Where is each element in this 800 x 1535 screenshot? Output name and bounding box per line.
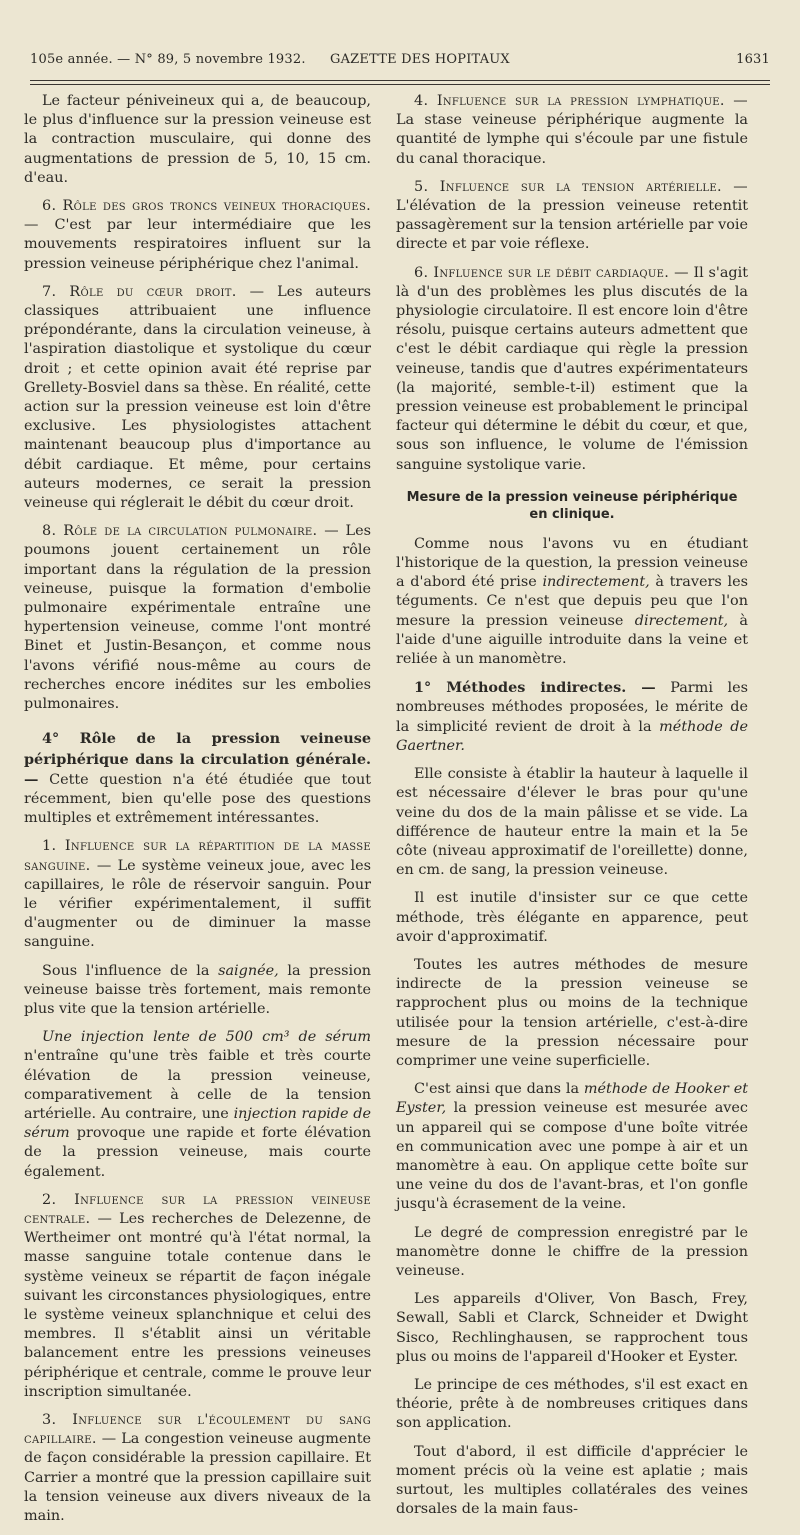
heading-influence-6: 6. Influence sur le débit cardiaque. — — [414, 264, 689, 281]
heading-influence-4: 4. Influence sur la pression lymphatique. — — [414, 93, 748, 109]
page-header — [30, 52, 770, 74]
page-number: 1631 — [736, 52, 770, 67]
heading-influence-2: 2. Influence sur la pression veineuse centrale. — [24, 1191, 371, 1227]
paragraph-injection: Une injection lente de 500 cm³ de sérum n'entraîne qu'une très faible et très courte élévation de la pression veineuse, comparativement à celle de la tension artérielle. Au contraire, une injection rapide de sérum provoque une rapide et forte élévation de la pression veineuse, mais courte également. — [24, 1029, 372, 1180]
heading-influence-1: 1. Influence sur la répartition de la masse sanguine. — — [24, 838, 371, 874]
paragraph-principe: Le principe de ces méthodes, s'il est exact en théorie, prête à de nombreuses critiques dans son application. — [396, 1376, 748, 1432]
paragraph-influence-4: 4. Influence sur la pression lymphatique. — La stase veineuse périphérique augmente la quantité de lymphe qui s'écoule par une fistule du canal thoracique. — [396, 93, 748, 167]
paragraph-influence-2: 2. Influence sur la pression veineuse centrale. — Les recherches de Delezenne, de Wertheimer ont montré qu'à l'état normal, la masse sanguine totale contenue dans le système veineux se répartit de façon inégale suivant les circonstances physiologiques, entre le système veineux splanchnique et celui des membres. Il s'établit ainsi un véritable balancement entre les pressions veineuses périphérique et centrale, comme le prouve leur inscription simultanée. — [24, 1191, 371, 1400]
paragraph-section-4: 4° Rôle de la pression veineuse périphérique dans la circulation générale. — Cette question n'a été étudiée que tout récemment, bien qu'elle pose des questions multiples et extrêmement intéressantes. — [24, 730, 371, 827]
issue-line: 105e année. — N° 89, 5 novembre 1932. — [30, 52, 306, 67]
heading-role-8: 8. Rôle de la circulation pulmonaire. — — [42, 523, 339, 540]
paragraph-gaertner: Elle consiste à établir la hauteur à laquelle il est nécessaire d'élever le bras pour qu'une veine du dos de la main pâlisse et se vide. La différence de hauteur entre la main et la 5e côte (niveau approximatif de l'oreillette) donne, en cm. de sang, la pression veineuse. — [396, 766, 748, 879]
section-heading: Mesure de la pression veineuse périphérique en clinique. — [406, 489, 738, 522]
paragraph-influence-6: 6. Influence sur le débit cardiaque. — Il s'agit là d'un des problèmes les plus discutés de la physiologie circulatoire. Il est encore loin d'être résolu, puisque certains auteurs admettent que c'est le débit cardiaque qui règle la pression veineuse, tandis que d'autres expérimentateurs (la majorité, semble-t-il) estiment que la pression veineuse est probablement le principal facteur qui détermine le débit du cœur, et que, sous son influence, le volume de l'émission sanguine systolique varie. — [396, 264, 748, 473]
paragraph-approximatif: Il est inutile d'insister sur ce que cette méthode, très élégante en apparence, peut avoir d'approximatif. — [396, 890, 748, 945]
paragraph-degre: Le degré de compression enregistré par le manomètre donne le chiffre de la pression veineuse. — [396, 1224, 748, 1279]
heading-methodes-indirectes: 1° Méthodes indirectes. — — [414, 679, 656, 697]
paragraph-saignee: Sous l'influence de la saignée, la pression veineuse baisse très fortement, mais remonte plus vite que la tension artérielle. — [24, 962, 372, 1017]
right-column — [396, 92, 748, 1528]
paragraph-role-7: 7. Rôle du cœur droit. — Les auteurs classiques attribuaient une influence prépondérante, dans la circulation veineuse, à l'aspiration diastolique et systolique du cœur droit ; et cette opinion avait été reprise par Grellety-Bosviel dans sa thèse. En réalité, cette action sur la pression veineuse est loin d'être exclusive. Les physiologistes attachent maintenant beaucoup plus d'importance au débit cardiaque. Et même, pour certains auteurs modernes, ce serait la pression veineuse qui réglerait le débit du cœur droit. — [24, 283, 371, 512]
paragraph-intro: Le facteur péniveineux qui a, de beaucoup, le plus d'influence sur la pression veineuse est la contraction musculaire, qui donne des augmentations de pression de 5, 10, 15 cm. d'eau. — [24, 93, 371, 186]
paragraph-mesure-intro: Comme nous l'avons vu en étudiant l'historique de la question, la pression veineuse a d'abord été prise indirectement, à travers les téguments. Ce n'est que depuis peu que l'on mesure la pression veineuse directement, à l'aide d'une aiguille introduite dans la veine et reliée à un manomètre. — [396, 535, 749, 668]
heading-influence-3: 3. Influence sur l'écoulement du sang capillaire. — [24, 1412, 371, 1448]
paragraph-hooker: C'est ainsi que dans la méthode de Hooker et Eyster, la pression veineuse est mesurée avec un appareil qui se compose d'une boîte vitrée en communication avec une pompe à air et un manomètre à eau. On applique cette boîte sur une veine du dos de l'avant-bras, et l'on gonfle jusqu'à écrasement de la veine. — [396, 1081, 749, 1213]
heading-role-6: 6. Rôle des gros troncs veineux thoraciques. — — [24, 198, 371, 234]
paragraph-tout-dabord: Tout d'abord, il est difficile d'apprécier le moment précis où la veine est aplatie ; mais surtout, les multiples collatérales des veines dorsales de la main faus- — [396, 1443, 748, 1518]
paragraph-influence-3: 3. Influence sur l'écoulement du sang capillaire. — La congestion veineuse augmente de façon considérable la pression capillaire. Et Carrier a montré que la pression capillaire suit la tension veineuse aux divers niveaux de la main. — [24, 1412, 371, 1525]
heading-influence-5: 5. Influence sur la tension artérielle. — — [414, 178, 748, 195]
heading-role-7: 7. Rôle du cœur droit. — — [42, 283, 265, 300]
paragraph-appareils: Les appareils d'Oliver, Von Basch, Frey, Sewall, Sabli et Clarck, Schneider et Dwight Sisco, Rechlinghausen, se rapprochent tous plus ou moins de l'appareil d'Hooker et Eyster. — [396, 1291, 748, 1365]
paragraph-influence-1: 1. Influence sur la répartition de la masse sanguine. — Le système veineux joue, avec les capillaires, le rôle de réservoir sanguin. Pour le vérifier expérimentalement, il suffit d'augmenter ou de diminuer la masse sanguine. — [24, 838, 372, 951]
paragraph-methodes-indirectes: 1° Méthodes indirectes. — Parmi les nombreuses méthodes proposées, le mérite de la simplicité revient de droit à la méthode de Gaertner. — [396, 679, 749, 754]
header-rule — [30, 80, 770, 85]
left-column — [24, 92, 371, 1535]
paragraph-role-6: 6. Rôle des gros troncs veineux thoraciques. — C'est par leur intermédiaire que les mouvements respiratoires influent sur la pression veineuse périphérique chez l'animal. — [24, 198, 371, 272]
journal-title: GAZETTE DES HOPITAUX — [330, 52, 510, 67]
heading-section-4: 4° Rôle de la pression veineuse périphérique dans la circulation générale. — — [24, 730, 371, 788]
paragraph-role-8: 8. Rôle de la circulation pulmonaire. — Les poumons jouent certainement un rôle important dans la régulation de la pression veineuse, puisque la formation d'embolie pulmonaire expérimentale entraîne une hypertension veineuse, comme l'ont montré Binet et Justin-Besançon, et comme nous l'avons vérifié nous-même au cours de recherches encore inédites sur les embolies pulmonaires. — [24, 523, 372, 713]
paragraph-influence-5: 5. Influence sur la tension artérielle. — L'élévation de la pression veineuse retentit passagèrement sur la tension artérielle par voie directe et par voie réflexe. — [396, 178, 748, 253]
paragraph-autres-methodes: Toutes les autres méthodes de mesure indirecte de la pression veineuse se rapprochent plus ou moins de la technique utilisée pour la tension artérielle, c'est-à-dire mesure de la pression nécessaire pour comprimer une veine superficielle. — [396, 956, 748, 1069]
